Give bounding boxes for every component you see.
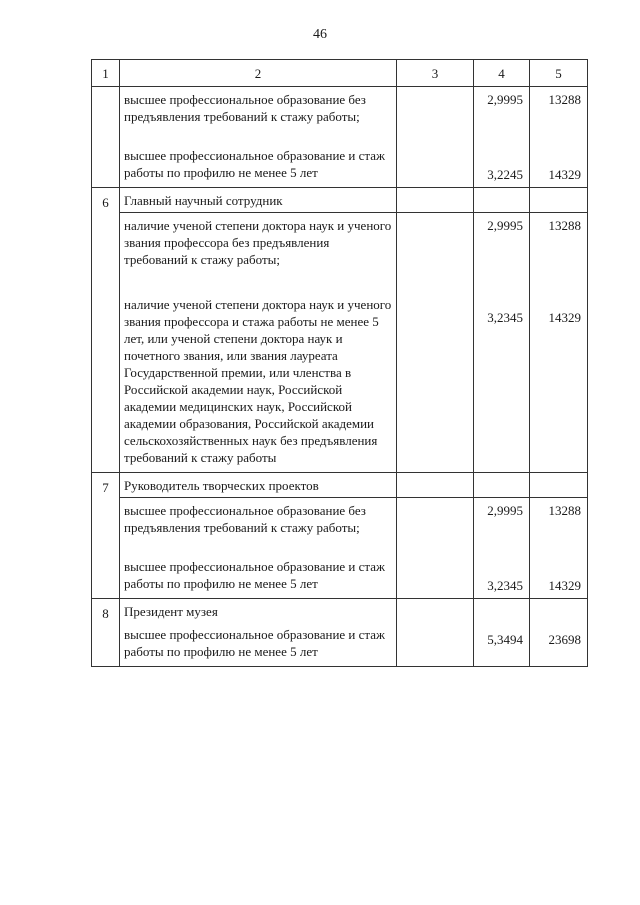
coefficient-value: 3,2345 bbox=[487, 578, 523, 593]
salary-cell bbox=[530, 213, 588, 473]
table-row bbox=[92, 473, 588, 498]
salary-value: 13288 bbox=[548, 503, 581, 518]
table-row bbox=[92, 213, 588, 473]
salary-table bbox=[91, 59, 588, 667]
page-number: 46 bbox=[313, 27, 327, 42]
salary-cell bbox=[530, 87, 588, 188]
row-number-cell bbox=[92, 87, 120, 188]
salary-value: 14329 bbox=[548, 578, 581, 593]
empty-cell bbox=[397, 213, 474, 473]
header-col-2: 2 bbox=[120, 60, 397, 87]
requirement-text: наличие ученой степени доктора наук и ученого звания профессора и стажа работы не менее 5 лет, или ученой степени доктора наук и почетного звания, или звания лауреата Государственной премии, или членства в Российской академии наук, Российской академии медицинских наук, Российской академии образования, Российской академии сельскохозяйственных наук без предъявления требований к стажу работы bbox=[124, 297, 392, 465]
coefficient-value: 2,9995 bbox=[487, 92, 523, 107]
row-number: 8 bbox=[92, 599, 120, 667]
table-row bbox=[92, 188, 588, 213]
coefficient-value: 5,3494 bbox=[487, 632, 523, 647]
empty-cell bbox=[397, 188, 474, 213]
coefficient-value: 3,2345 bbox=[487, 310, 523, 325]
requirement-text: высшее профессиональное образование и стаж работы по профилю не менее 5 лет bbox=[124, 148, 385, 180]
requirement-text: высшее профессиональное образование без предъявления требований к стажу работы; bbox=[124, 503, 366, 535]
coefficient-cell bbox=[474, 599, 530, 667]
salary-value: 23698 bbox=[548, 632, 581, 647]
requirement-text: наличие ученой степени доктора наук и ученого звания профессора без предъявления требований к стажу работы; bbox=[124, 218, 392, 267]
requirements-cell bbox=[120, 599, 397, 667]
requirement-text: высшее профессиональное образование и стаж работы по профилю не менее 5 лет bbox=[124, 559, 385, 591]
salary-value: 13288 bbox=[548, 218, 581, 233]
empty-cell bbox=[397, 87, 474, 188]
salary-value: 14329 bbox=[548, 310, 581, 325]
salary-cell bbox=[530, 599, 588, 667]
coefficient-cell bbox=[474, 498, 530, 599]
empty-cell bbox=[474, 188, 530, 213]
coefficient-cell bbox=[474, 213, 530, 473]
coefficient-value: 2,9995 bbox=[487, 503, 523, 518]
header-col-5: 5 bbox=[530, 60, 588, 87]
empty-cell bbox=[397, 473, 474, 498]
position-title-cell bbox=[120, 473, 397, 498]
requirement-text: высшее профессиональное образование без предъявления требований к стажу работы; bbox=[124, 92, 366, 124]
empty-cell bbox=[397, 599, 474, 667]
header-col-4: 4 bbox=[474, 60, 530, 87]
table-row bbox=[92, 599, 588, 667]
header-col-1: 1 bbox=[92, 60, 120, 87]
coefficient-value: 3,2245 bbox=[487, 167, 523, 182]
salary-cell bbox=[530, 498, 588, 599]
row-number: 7 bbox=[92, 473, 120, 599]
requirements-cell bbox=[120, 498, 397, 599]
requirement-text: высшее профессиональное образование и стаж работы по профилю не менее 5 лет bbox=[124, 627, 385, 659]
row-number: 6 bbox=[92, 188, 120, 473]
empty-cell bbox=[474, 473, 530, 498]
coefficient-value: 2,9995 bbox=[487, 218, 523, 233]
requirements-cell bbox=[120, 87, 397, 188]
position-title-cell bbox=[120, 188, 397, 213]
table-row bbox=[92, 498, 588, 599]
empty-cell bbox=[397, 498, 474, 599]
salary-value: 13288 bbox=[548, 92, 581, 107]
requirements-cell bbox=[120, 213, 397, 473]
empty-cell bbox=[530, 188, 588, 213]
position-title: Главный научный сотрудник bbox=[124, 193, 283, 208]
position-title: Руководитель творческих проектов bbox=[124, 478, 319, 493]
position-title: Президент музея bbox=[124, 604, 218, 619]
empty-cell bbox=[530, 473, 588, 498]
table-row bbox=[92, 87, 588, 188]
header-col-3: 3 bbox=[397, 60, 474, 87]
coefficient-cell bbox=[474, 87, 530, 188]
salary-value: 14329 bbox=[548, 167, 581, 182]
header-row bbox=[92, 60, 588, 87]
